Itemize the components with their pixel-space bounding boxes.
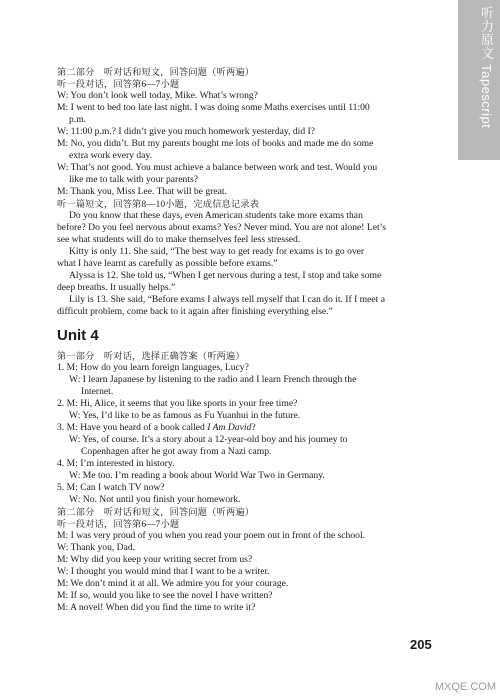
passage-line: Do you know that these days, even American students take more exams than — [69, 210, 363, 221]
dialogue-line: M: I went to bed too late last night. I was doing some Maths exercises until 11:00 — [57, 102, 370, 113]
dialogue-line: W: That’s not good. You must achieve a balance between work and test. Would you — [57, 162, 378, 173]
question-line: W: I learn Japanese by listening to the radio and I learn French through the — [69, 374, 357, 385]
passage-line: Alyssa is 12. She told us, “When I get nervous during a test, I stop and take some — [69, 270, 382, 281]
question-line: Copenhagen after he got away from a Nazi camp. — [81, 446, 272, 457]
section-header: 第二部分 听对话和短文，回答问题（听两遍） — [57, 507, 255, 517]
section-header: 第二部分 听对话和短文，回答问题（听两遍） — [57, 67, 255, 77]
dialogue-line: M: No, you didn’t. But my parents bought me lots of books and made me do some — [57, 138, 374, 149]
question-line: 2. M: Hi, Alice, it seems that you like sports in your free time? — [57, 398, 298, 409]
question-line: Internet. — [81, 386, 114, 397]
question-line: 5. M: Can I watch TV now? — [57, 482, 165, 493]
side-tab — [458, 0, 500, 160]
dialogue-line: W: You don’t look well today, Mike. What’s wrong? — [57, 90, 258, 101]
dialogue-line: M: I was very proud of you when you read your poem out in front of the school. — [57, 530, 366, 541]
book-title: I Am David — [207, 422, 252, 433]
passage-line: see what students will do to make themselves feel less stressed. — [57, 234, 301, 245]
dialogue-line: M: Thank you, Miss Lee. That will be great. — [57, 186, 227, 197]
section-header: 第一部分 听对话，选择正确答案（听两遍） — [57, 351, 245, 361]
question-line: 1. M: How do you learn foreign languages, Lucy? — [57, 362, 249, 373]
question-mark: ? — [251, 422, 256, 433]
dialogue-line: W: 11:00 p.m.? I didn’t give you much homework yesterday, did I? — [57, 126, 315, 137]
question-line: W: Yes, of course. It’s a story about a 12-year-old boy and his journey to — [69, 434, 348, 445]
dialogue-line: M: Why did you keep your writing secret from us? — [57, 554, 253, 565]
dialogue-line: W: Thank you, Dad. — [57, 542, 136, 553]
question-line: W: No. Not until you finish your homework. — [69, 494, 241, 505]
question-line: W: Me too. I’m reading a book about World War Two in Germany. — [69, 470, 325, 481]
passage-header: 听一篇短文，回答第8—10小题，完成信息记录表 — [57, 199, 260, 209]
tapescript-content — [57, 66, 437, 614]
dialogue-header: 听一段对话，回答第6—7小题 — [57, 79, 180, 89]
passage-line: Lily is 13. She said, “Before exams I always tell myself that I can do it. If I meet a — [69, 294, 385, 305]
question-text: 3. M: Have you heard of a book called — [57, 422, 208, 433]
dialogue-line: M: If so, would you like to see the novel I have written? — [57, 590, 273, 601]
question-line: 4. M: I’m interested in history. — [57, 458, 175, 469]
dialogue-line: M: A novel! When did you find the time to write it? — [57, 602, 256, 613]
passage-line: deep breaths. It usually helps.” — [57, 282, 176, 293]
question-line: W: Yes, I’d like to be as famous as Fu Yuanhui in the future. — [69, 410, 301, 421]
dialogue-line: M: We don’t mind it at all. We admire you for your courage. — [57, 578, 289, 589]
dialogue-line: p.m. — [69, 114, 87, 125]
passage-line: difficult problem, come back to it again after finishing everything else.” — [57, 306, 333, 317]
passage-line: Kitty is only 11. She said, “The best way to get ready for exams is to go over — [69, 246, 365, 257]
watermark: MXQE.COM — [434, 681, 496, 693]
side-tab-label: 听力原文 Tapescript — [479, 6, 494, 129]
dialogue-line: extra work every day. — [69, 150, 153, 161]
unit-title: Unit 4 — [57, 327, 99, 344]
passage-line: what I have learnt as carefully as possible before exams.” — [57, 258, 278, 269]
dialogue-header: 听一段对话，回答第6—7小题 — [57, 519, 180, 529]
passage-line: before? Do you feel nervous about exams? Yes? Never mind. You are not alone! Let’s — [57, 222, 387, 233]
dialogue-line: like me to talk with your parents? — [69, 174, 198, 185]
dialogue-line: W: I thought you would mind that I want to be a writer. — [57, 566, 270, 577]
question-line — [57, 422, 437, 434]
page-number: 205 — [410, 637, 432, 652]
